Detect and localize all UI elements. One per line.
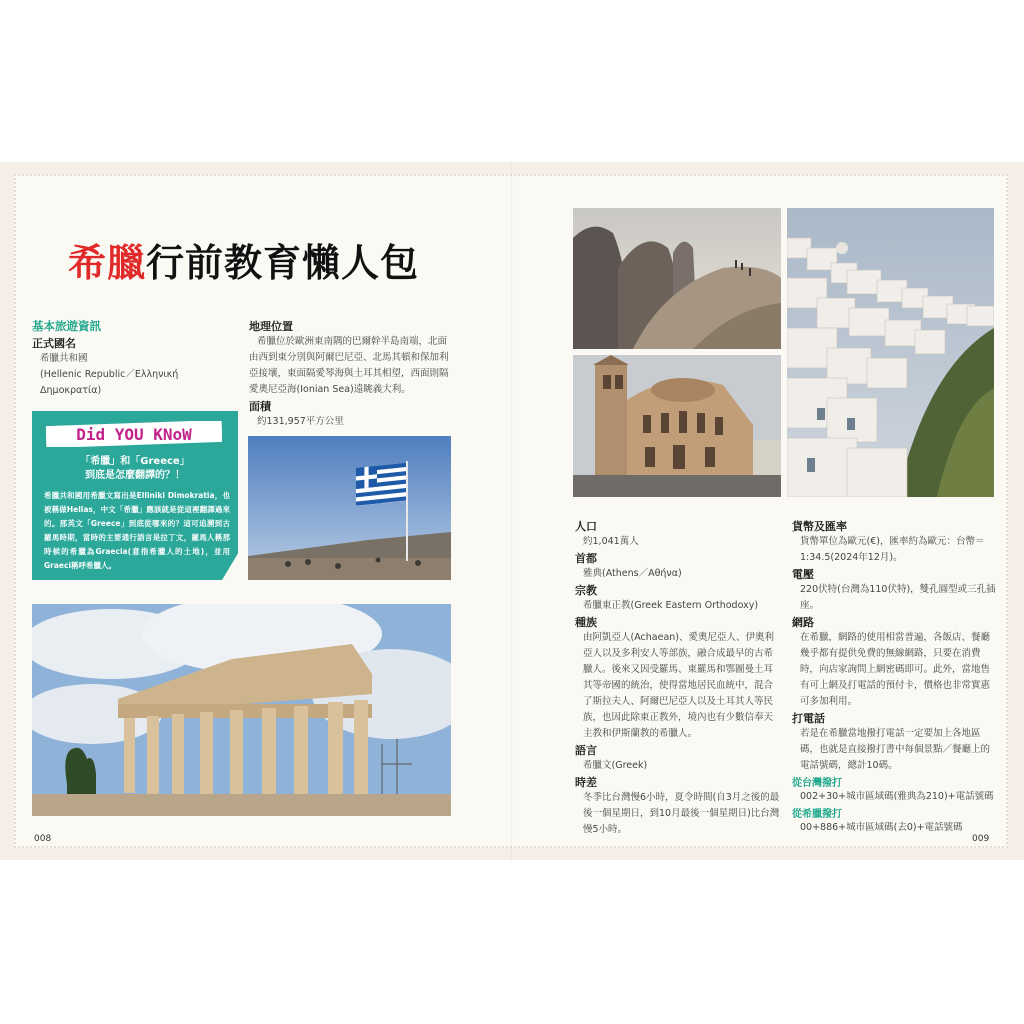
basic-info-section [32, 318, 237, 399]
area-label: 面積 [249, 400, 271, 413]
from-greece-label: 從希臘撥打 [792, 809, 842, 820]
did-you-know-body: 希臘共和國用希臘文寫出是Elliniki Dimokratia，也被稱做Hellas，中文「希臘」應該就是從這裡翻譯過來的。那英文「Greece」到底從哪來的？這可追溯到古羅馬時期，當時的主要通行語言是拉丁文，羅馬人稱那時候的希臘為Graecia(意指希臘人的土地)，並用Graeci稱呼希臘人。 [44, 491, 230, 570]
did-you-know-box [32, 411, 238, 580]
corner-fold [222, 550, 240, 580]
question-line-2: 到底是怎麼翻譯的？！ [85, 470, 185, 481]
photo-santorini [787, 208, 994, 497]
religion-text: 希臘東正教(Greek Eastern Orthodoxy) [583, 600, 759, 611]
currency-text: 貨幣單位為歐元(€)，匯率約為歐元：台幣＝1:34.5(2024年12月)。 [800, 536, 985, 563]
photo-meteora [573, 208, 781, 349]
page-number-left: 008 [34, 834, 52, 844]
official-name-en: (Hellenic Republic／Ελληνική Δημοκρατία) [40, 369, 179, 396]
page-title [68, 232, 419, 287]
timezone-text: 冬季比台灣慢6小時，夏令時間(自3月之後的最後一個星期日，到10月最後一個星期日)比台灣慢5小時。 [583, 792, 780, 835]
ethnic-text: 由阿凱亞人(Achaean)、愛奧尼亞人、伊奧利亞人以及多利安人等部族，融合成最早的古希臘人。後來又因受羅馬、東羅馬和鄂圖曼土耳其等帝國的統治，使得當地居民血統中，混合了斯拉夫人、阿爾巴尼亞人以及土耳其人等民族，也因此除東正教外，境內也有少數信奉天主教和伊斯蘭教的希臘人。 [583, 632, 774, 739]
capital-label: 首都 [575, 552, 597, 565]
did-you-know-question [32, 455, 238, 483]
did-you-know-badge [46, 421, 222, 447]
photo-parthenon [32, 604, 451, 816]
photo-greek-flag [248, 436, 451, 580]
voltage-text: 220伏特(台灣為110伏特)，雙孔圓型或三孔插座。 [800, 584, 996, 611]
phone-label: 打電話 [792, 712, 825, 725]
language-label: 語言 [575, 744, 597, 757]
from-greece-text: 00+886+城市區域碼(去0)+電話號碼 [800, 822, 963, 833]
currency-label: 貨幣及匯率 [792, 520, 847, 533]
photo-church [573, 355, 781, 497]
voltage-label: 電壓 [792, 568, 814, 581]
area-text: 約131,957平方公里 [257, 416, 344, 427]
page-number-right: 009 [972, 834, 990, 844]
official-name-label: 正式國名 [32, 337, 76, 350]
country-facts-column-1 [575, 518, 780, 838]
location-label: 地理位置 [249, 320, 293, 333]
basic-info-heading: 基本旅遊資訊 [32, 319, 101, 333]
timezone-label: 時差 [575, 776, 597, 789]
from-taiwan-text: 002+30+城市區域碼(雅典為210)+電話號碼 [800, 791, 994, 802]
ethnic-label: 種族 [575, 616, 597, 629]
geography-section [249, 318, 449, 430]
phone-text: 若是在希臘當地撥打電話一定要加上各地區碼，也就是直接撥打書中每個景點／餐廳上的電話號碼，總計10碼。 [800, 728, 991, 771]
population-label: 人口 [575, 520, 597, 533]
book-gutter [511, 162, 513, 860]
internet-text: 在希臘，網路的使用相當普遍，各飯店、餐廳幾乎都有提供免費的無線網路，只要在消費時，向店家詢問上網密碼即可。此外，當地售有可上網及打電話的預付卡，價格也非常實惠可多加利用。 [800, 632, 991, 707]
official-name-zh: 希臘共和國 [40, 353, 88, 364]
religion-label: 宗教 [575, 584, 597, 597]
location-text: 希臘位於歐洲東南隅的巴爾幹半島南端，北面由西到東分別與阿爾巴尼亞、北馬其頓和保加利亞接壤，東面隔愛琴海與土耳其相望，西面則隔愛奧尼亞海(Ionian Sea)遠眺義大利。 [249, 336, 449, 395]
country-facts-column-2 [792, 518, 997, 836]
did-you-know-badge-text: Did YOU KNoW [76, 425, 192, 444]
from-taiwan-label: 從台灣撥打 [792, 778, 842, 789]
capital-text: 雅典(Athens／Αθήνα) [583, 568, 682, 579]
question-line-1: 「希臘」和「Greece」 [80, 456, 190, 467]
title-highlight: 希臘 [68, 241, 147, 285]
title-rest: 行前教育懶人包 [146, 241, 420, 285]
internet-label: 網路 [792, 616, 814, 629]
population-text: 約1,041萬人 [583, 536, 639, 547]
language-text: 希臘文(Greek) [583, 760, 648, 771]
